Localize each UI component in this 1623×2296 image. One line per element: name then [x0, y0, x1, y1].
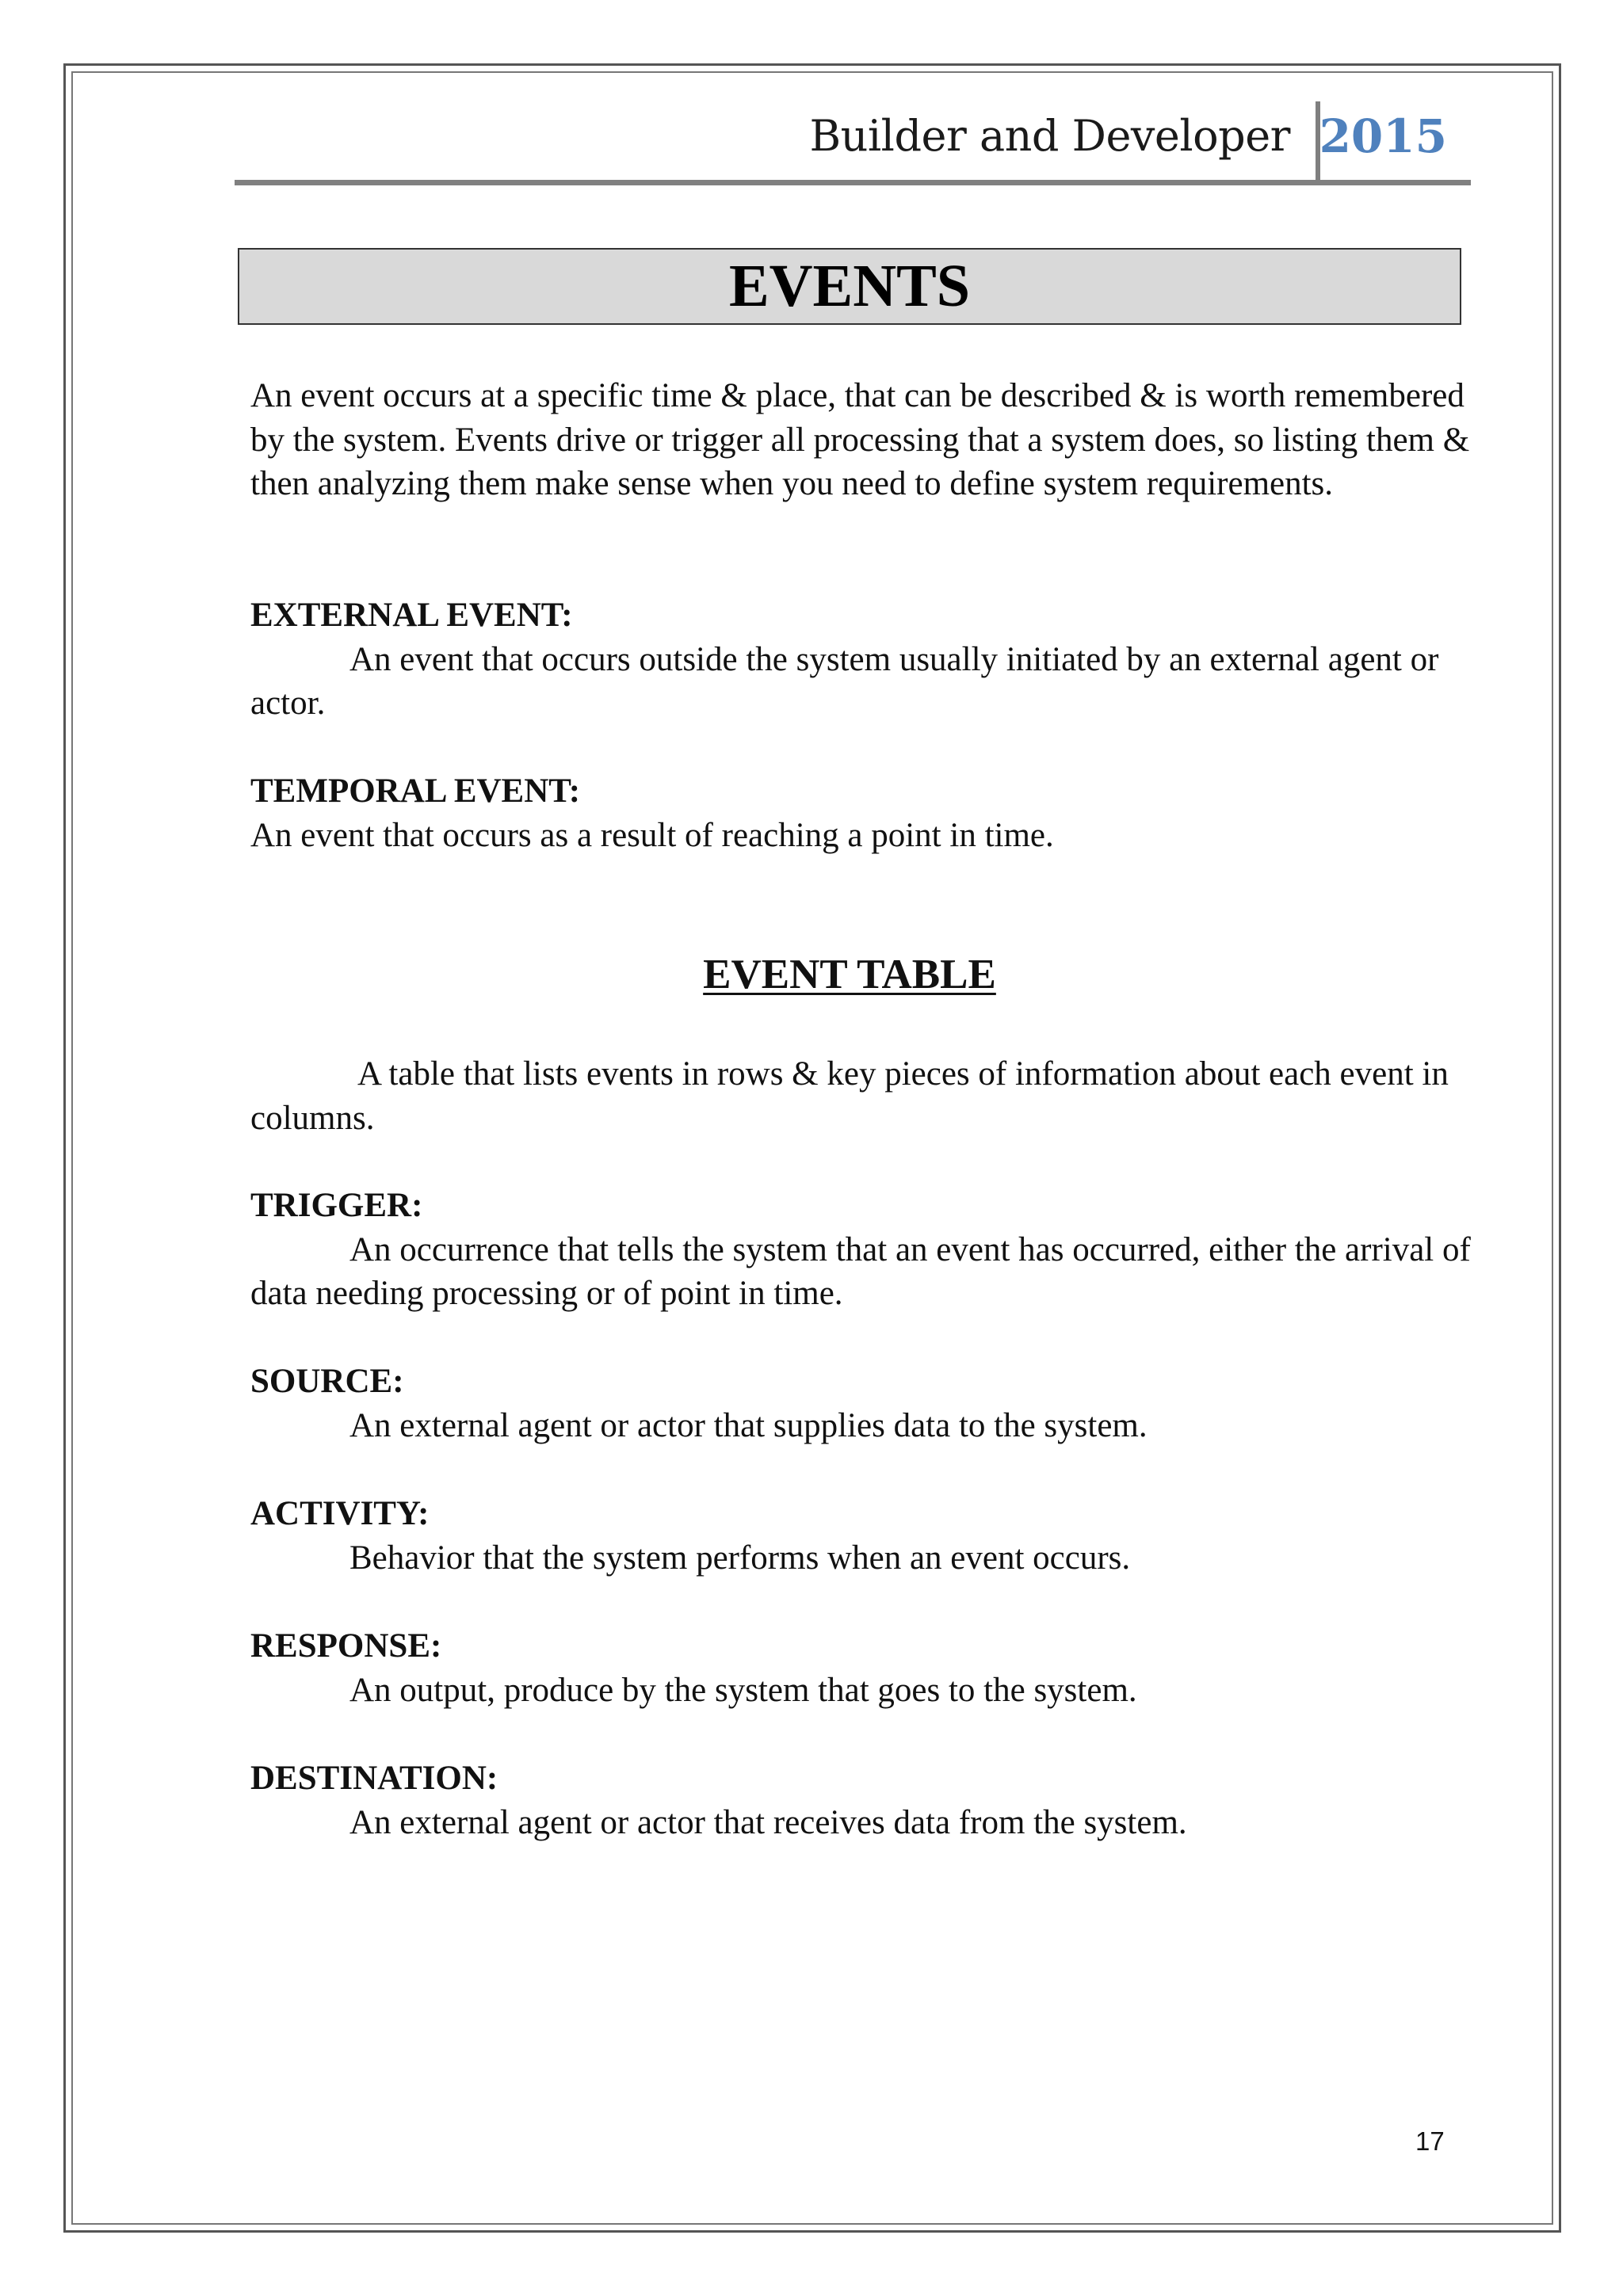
external-event-block: [250, 593, 1471, 726]
event-table-heading: [238, 951, 1461, 998]
temporal-event-definition: An event that occurs as a result of reaching a point in time.: [250, 816, 1054, 854]
section-title: EVENTS: [728, 253, 971, 319]
header-rule: [235, 180, 1471, 185]
external-event-term: EXTERNAL EVENT:: [250, 597, 573, 634]
page-number: 17: [1415, 2126, 1445, 2156]
temporal-event-term: TEMPORAL EVENT:: [250, 772, 581, 810]
source-term: SOURCE:: [250, 1363, 404, 1400]
trigger-term: TRIGGER:: [250, 1187, 423, 1224]
event-table-intro-text: A table that lists events in rows & key pieces of information about each event in columns.: [250, 1055, 1449, 1137]
response-term: RESPONSE:: [250, 1627, 442, 1665]
activity-block: [250, 1492, 1471, 1580]
activity-term: ACTIVITY:: [250, 1495, 430, 1532]
events-intro: [250, 374, 1471, 506]
response-definition: An output, produce by the system that goes to the system.: [349, 1671, 1137, 1709]
external-event-definition: An event that occurs outside the system usually initiated by an external agent or actor.: [250, 640, 1439, 722]
trigger-definition: An occurrence that tells the system that an event has occurred, either the arrival of data needing processing or of point in time.: [250, 1230, 1471, 1312]
page-header: [235, 101, 1471, 187]
source-block: [250, 1360, 1471, 1447]
trigger-block: [250, 1184, 1471, 1316]
header-title: Builder and Developer: [809, 111, 1290, 161]
destination-block: [250, 1756, 1471, 1844]
events-intro-text: An event occurs at a specific time & place, that can be described & is worth remembered by the system. Events drive or trigger all processing that a system does, so listing them & then analyzing them make sense when you need to define system requirements.: [250, 377, 1470, 502]
section-title-box: [238, 248, 1461, 325]
destination-definition: An external agent or actor that receives data from the system.: [349, 1803, 1187, 1841]
source-definition: An external agent or actor that supplies data to the system.: [349, 1406, 1148, 1444]
response-block: [250, 1624, 1471, 1712]
event-table-heading-text: EVENT TABLE: [703, 952, 996, 997]
destination-term: DESTINATION:: [250, 1760, 498, 1797]
temporal-event-block: [250, 769, 1471, 857]
header-year: 2015: [1319, 109, 1447, 163]
activity-definition: Behavior that the system performs when an event occurs.: [349, 1539, 1131, 1577]
event-table-intro: [250, 1052, 1471, 1140]
